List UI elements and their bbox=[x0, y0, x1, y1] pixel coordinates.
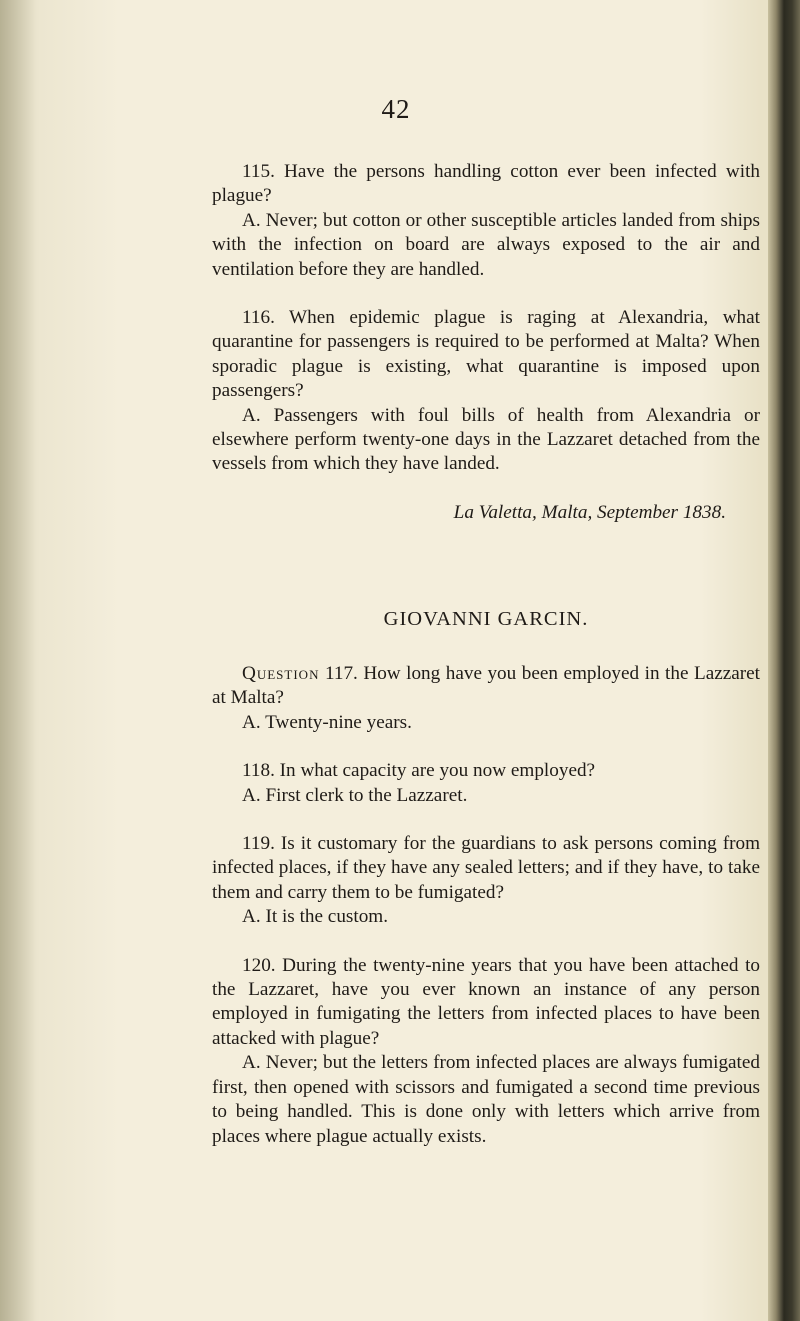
place-date-signature: La Valetta, Malta, September 1838. bbox=[453, 501, 726, 523]
witness-name-heading: GIOVANNI GARCIN. bbox=[383, 608, 589, 630]
answer-117: A. Twenty-nine years. bbox=[242, 711, 412, 733]
answer-116: A. Passengers with foul bills of health from Alexandria or elsewhere perform twenty-one days in the Lazzaret detached from the vessels from which they have landed. bbox=[212, 404, 760, 475]
answer-119: A. It is the custom. bbox=[242, 906, 389, 928]
answer-118: A. First clerk to the Lazzaret. bbox=[242, 784, 468, 806]
answer-120: A. Never; but the letters from infected places are always fumigated first, then opened with scissors and fumigated a second time previous to being handled. This is done only with letters which arrive from places where plague actually exists. bbox=[212, 1052, 760, 1147]
section-2 bbox=[212, 662, 760, 1149]
question-118: 118. In what capacity are you now employed? bbox=[242, 760, 596, 782]
book-spine-edge bbox=[768, 0, 800, 1321]
page-number: 42 bbox=[381, 94, 411, 124]
question-117-text: 117. How long have you been employed in the Lazzaret at Malta? bbox=[212, 663, 760, 709]
left-edge-shadow bbox=[0, 0, 36, 1321]
question-label: Question bbox=[242, 663, 320, 684]
question-117 bbox=[212, 662, 760, 711]
question-116: 116. When epidemic plague is raging at Alexandria, what quarantine for passengers is required to be performed at Malta? When sporadic plague is existing, what quarantine is imposed upon passengers? bbox=[212, 307, 760, 402]
question-115: 115. Have the persons handling cotton ever been infected with plague? bbox=[212, 161, 760, 207]
question-120: 120. During the twenty-nine years that you have been attached to the Lazzaret, have you ever known an instance of any person employed in fumigating the letters from infected places to have been attacked with plague? bbox=[212, 954, 760, 1049]
section-1 bbox=[212, 160, 760, 525]
question-119: 119. Is it customary for the guardians to ask persons coming from infected places, if they have any sealed letters; and if they have, to take them and carry them to be fumigated? bbox=[212, 833, 760, 903]
answer-115: A. Never; but cotton or other susceptible articles landed from ships with the infection on board are always exposed to the air and ventilation before they are handled. bbox=[212, 209, 760, 280]
